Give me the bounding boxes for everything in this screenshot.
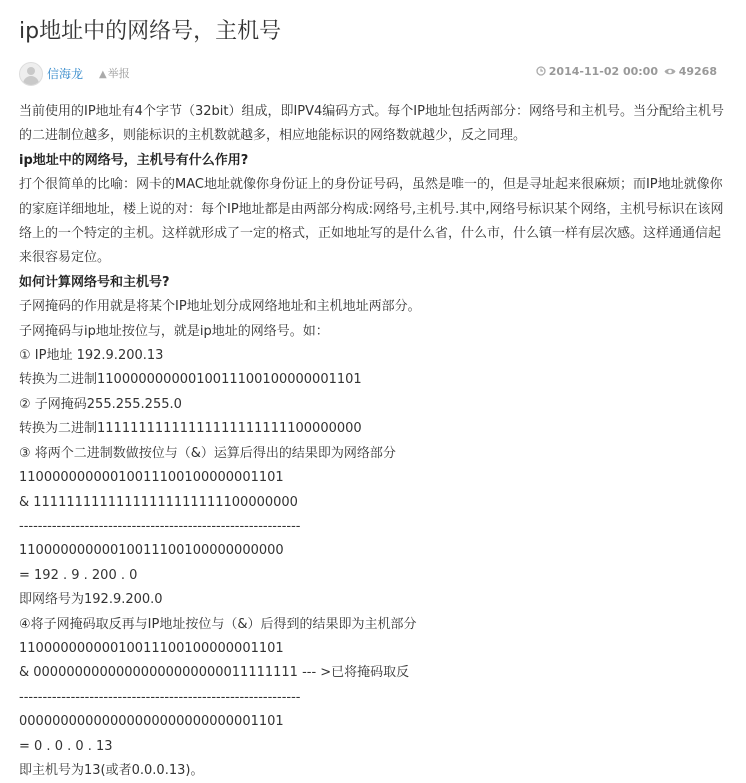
publish-date xyxy=(536,65,658,78)
text-line: 即主机号为13(或者0.0.0.13)。 xyxy=(19,762,204,778)
article-body xyxy=(19,100,731,783)
text-line: 转换为二进制11000000000010011100100000001101 xyxy=(19,372,362,388)
text-line: = 0 . 0 . 0 . 13 xyxy=(19,738,113,754)
text-line: 转换为二进制11111111111111111111111100000000 xyxy=(19,421,362,437)
view-count xyxy=(664,65,717,78)
avatar-body-shape xyxy=(23,76,39,86)
views-text: 49268 xyxy=(678,65,717,78)
eye-icon xyxy=(664,67,676,76)
text-line: 11000000000010011100100000001101 xyxy=(19,640,284,656)
report-label: 举报 xyxy=(107,67,130,80)
avatar[interactable] xyxy=(19,62,43,86)
article-meta xyxy=(19,60,719,86)
date-text: 2014-11-02 00:00 xyxy=(548,65,658,78)
divider-line: ------------------------------------------------------------ xyxy=(19,518,301,534)
text-line: 00000000000000000000000000001101 xyxy=(19,714,284,730)
text-line: ③ 将两个二进制数做按位与（&）运算后得出的结果即为网络部分 xyxy=(19,445,396,461)
divider-line: ------------------------------------------------------------ xyxy=(19,689,301,705)
text-line: 子网掩码与ip地址按位与，就是ip地址的网络号。如： xyxy=(19,323,329,339)
text-line: 11000000000010011100100000001101 xyxy=(19,470,284,486)
paragraph-analogy: 打个很简单的比喻：网卡的MAC地址就像你身份证上的身份证号码，虽然是唯一的，但是寻址起来很麻烦；而IP地址就像你的家庭详细地址，楼上说的对：每个IP地址都是由两部分构成:网络号,主机号.其中,网络号标识某个网络，主机号标识在该网络上的一个特定的主机。这样就形成了一定的格式，正如地址写的是什么省，什么市，什么镇一样有层次感。这样通通信起来很容易定位。 xyxy=(19,177,724,266)
section-heading-purpose: ip地址中的网络号，主机号有什么作用? xyxy=(19,152,249,168)
section-heading-calculation: 如何计算网络号和主机号? xyxy=(19,274,170,290)
text-line: & 11111111111111111111111100000000 xyxy=(19,494,298,510)
article-title: ip地址中的网络号，主机号 xyxy=(19,19,282,44)
warning-icon: ▲ xyxy=(99,69,107,80)
author-link[interactable]: 信海龙 xyxy=(47,67,84,81)
text-line: = 192 . 9 . 200 . 0 xyxy=(19,567,138,583)
avatar-head-shape xyxy=(27,67,35,75)
text-line: 11000000000010011100100000000000 xyxy=(19,543,284,559)
paragraph-intro: 当前使用的IP地址有4个字节（32bit）组成，即IPV4编码方式。每个IP地址包括两部分：网络号和主机号。当分配给主机号的二进制位越多，则能标识的主机数就越多，相应地能标识的网络数就越少，反之同理。 xyxy=(19,104,724,144)
text-line: & 00000000000000000000000011111111 --- >已将掩码取反 xyxy=(19,665,410,681)
report-link[interactable] xyxy=(99,65,130,81)
clock-icon xyxy=(536,66,546,76)
text-line: 即网络号为192.9.200.0 xyxy=(19,592,163,608)
text-line: ① IP地址 192.9.200.13 xyxy=(19,348,164,364)
text-line: ④将子网掩码取反再与IP地址按位与（&）后得到的结果即为主机部分 xyxy=(19,616,417,632)
text-line: ② 子网掩码255.255.255.0 xyxy=(19,396,182,412)
text-line: 子网掩码的作用就是将某个IP地址划分成网络地址和主机地址两部分。 xyxy=(19,299,421,315)
